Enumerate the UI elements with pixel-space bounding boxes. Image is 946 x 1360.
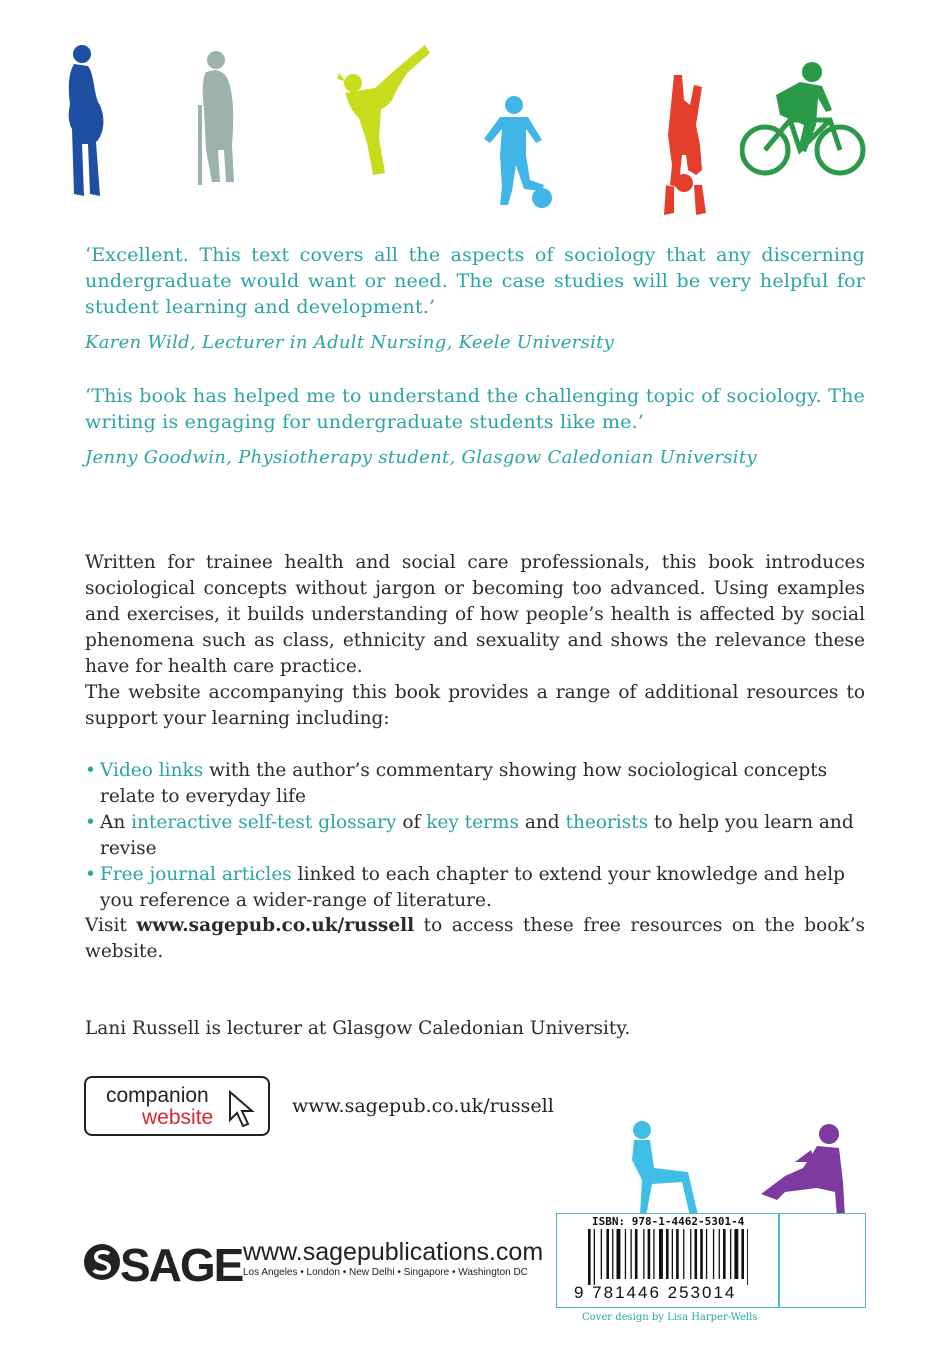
quote-2-text: ‘This book has helped me to understand the challenging topic of sociology. The writing is engaging for undergraduate students like me.’ <box>85 385 865 433</box>
visit-post: to access these free resources on the book’s website. <box>85 915 865 962</box>
list-item-text: to help you learn and revise <box>100 812 854 859</box>
website-intro-pre: The <box>85 682 129 703</box>
website-intro-post: accompanying this book provides a range of additional resources to support your learning including: <box>85 682 865 729</box>
theorists-link[interactable]: theorists <box>565 812 649 833</box>
pregnant-woman-icon <box>60 44 110 199</box>
quote-1-attribution: Karen Wild, Lecturer in Adult Nursing, Keele University <box>85 332 615 353</box>
barcode-bar <box>617 1229 621 1279</box>
barcode-bar <box>741 1229 744 1279</box>
visit-pre: Visit <box>85 915 137 936</box>
glossary-link[interactable]: interactive self-test glossary <box>131 812 397 833</box>
publisher-url[interactable]: www.sagepublications.com <box>243 1238 544 1266</box>
journal-articles-link[interactable]: Free journal articles <box>100 864 292 885</box>
barcode-bar <box>594 1229 595 1285</box>
visit-line <box>85 913 865 965</box>
video-links-link[interactable]: Video links <box>100 760 204 781</box>
website-link[interactable]: website <box>128 682 201 703</box>
barcode-bar <box>683 1229 684 1279</box>
cover-credit: Cover design by Lisa Harper-Wells <box>582 1312 758 1323</box>
elderly-woman-with-cane-icon <box>192 50 237 188</box>
sage-logo-text: SAGE <box>120 1239 243 1291</box>
list-item-text: An <box>100 812 132 833</box>
list-item-text: with the author’s commentary showing how sociological concepts relate to everyday life <box>100 760 828 807</box>
book-description: Written for trainee health and social care professionals, this book introduces sociological concepts without jargon or becoming too advanced. Using examples and exercises, it builds understanding of how people’s health is affected by social phenomena such as class, ethnicity and sexuality and shows the relevance these have for health care practice. <box>85 552 865 677</box>
barcode-bar <box>666 1229 669 1279</box>
barcode-bar <box>588 1229 591 1285</box>
list-item-text: linked to each chapter to extend your knowledge and help you reference a wider-range of literature. <box>100 864 845 911</box>
quote-2-attribution: Jenny Goodwin, Physiotherapy student, Glasgow Caledonian University <box>85 447 757 468</box>
barcode-bar <box>635 1229 638 1279</box>
quote-1-text: ‘Excellent. This text covers all the aspects of sociology that any discerning undergraduate would want or need. The case studies will be very helpful for student learning and development.’ <box>85 244 865 318</box>
author-bio <box>85 1016 865 1042</box>
visit-url[interactable]: www.sagepub.co.uk/russell <box>136 915 415 936</box>
barcode-bar <box>659 1229 663 1279</box>
barcode-bar <box>631 1229 632 1279</box>
list-item: • Free journal articles linked to each chapter to extend your knowledge and help you reference a wider-range of literature. <box>85 864 845 911</box>
boy-with-football-icon <box>482 95 557 210</box>
companion-website-badge[interactable] <box>84 1076 270 1136</box>
cyclist-icon <box>740 60 868 185</box>
karate-kick-icon <box>335 43 433 178</box>
barcode-bar <box>625 1229 626 1279</box>
list-item-text: of <box>396 812 427 833</box>
seated-man-reading-icon <box>755 1122 851 1217</box>
barcode-bar <box>690 1229 691 1279</box>
list-item-text: and <box>518 812 566 833</box>
barcode-icon <box>588 1229 748 1285</box>
barcode-number: 9 781446 253014 <box>574 1283 737 1302</box>
barcode-bar <box>653 1229 654 1279</box>
barcode-bar <box>601 1229 602 1279</box>
website-intro <box>85 680 865 732</box>
barcode-bar <box>648 1229 651 1279</box>
author-name: Lani Russell <box>85 1018 200 1039</box>
key-terms-link[interactable]: key terms <box>426 812 519 833</box>
companion-url[interactable]: www.sagepub.co.uk/russell <box>292 1095 554 1117</box>
barcode-divider <box>778 1213 780 1308</box>
barcode-bar <box>606 1229 609 1279</box>
list-item: • An interactive self-test glossary of key terms and theorists to help you learn and revise <box>85 812 854 859</box>
website-label: website <box>142 1106 214 1129</box>
sage-logo-icon <box>82 1242 122 1282</box>
barcode-bar <box>706 1229 707 1279</box>
publisher-cities: Los Angeles • London • New Delhi • Singapore • Washington DC <box>243 1267 528 1278</box>
barcode-bar <box>612 1229 613 1279</box>
seated-woman-icon <box>628 1120 708 1220</box>
barcode-bar <box>734 1229 738 1279</box>
barcode-bar <box>723 1229 726 1279</box>
list-item: • Video links with the author’s commentary showing how sociological concepts relate to everyday life <box>85 760 828 807</box>
resources-list <box>85 758 865 914</box>
cursor-arrow-icon <box>228 1090 256 1130</box>
author-bio-text: is lecturer at Glasgow Caledonian University. <box>199 1018 631 1039</box>
barcode-bar <box>695 1229 698 1279</box>
isbn-label: ISBN: 978-1-4462-5301-4 <box>592 1215 745 1228</box>
handstand-icon <box>660 75 710 218</box>
barcode-bar <box>719 1229 720 1279</box>
barcode-bar <box>713 1229 714 1279</box>
barcode-bar <box>676 1229 679 1279</box>
barcode-bar <box>747 1229 748 1285</box>
companion-label: companion <box>106 1084 209 1107</box>
barcode-bar <box>643 1229 644 1279</box>
barcode-bar <box>730 1229 731 1279</box>
barcode-bar <box>700 1229 703 1279</box>
barcode-bar <box>672 1229 673 1279</box>
